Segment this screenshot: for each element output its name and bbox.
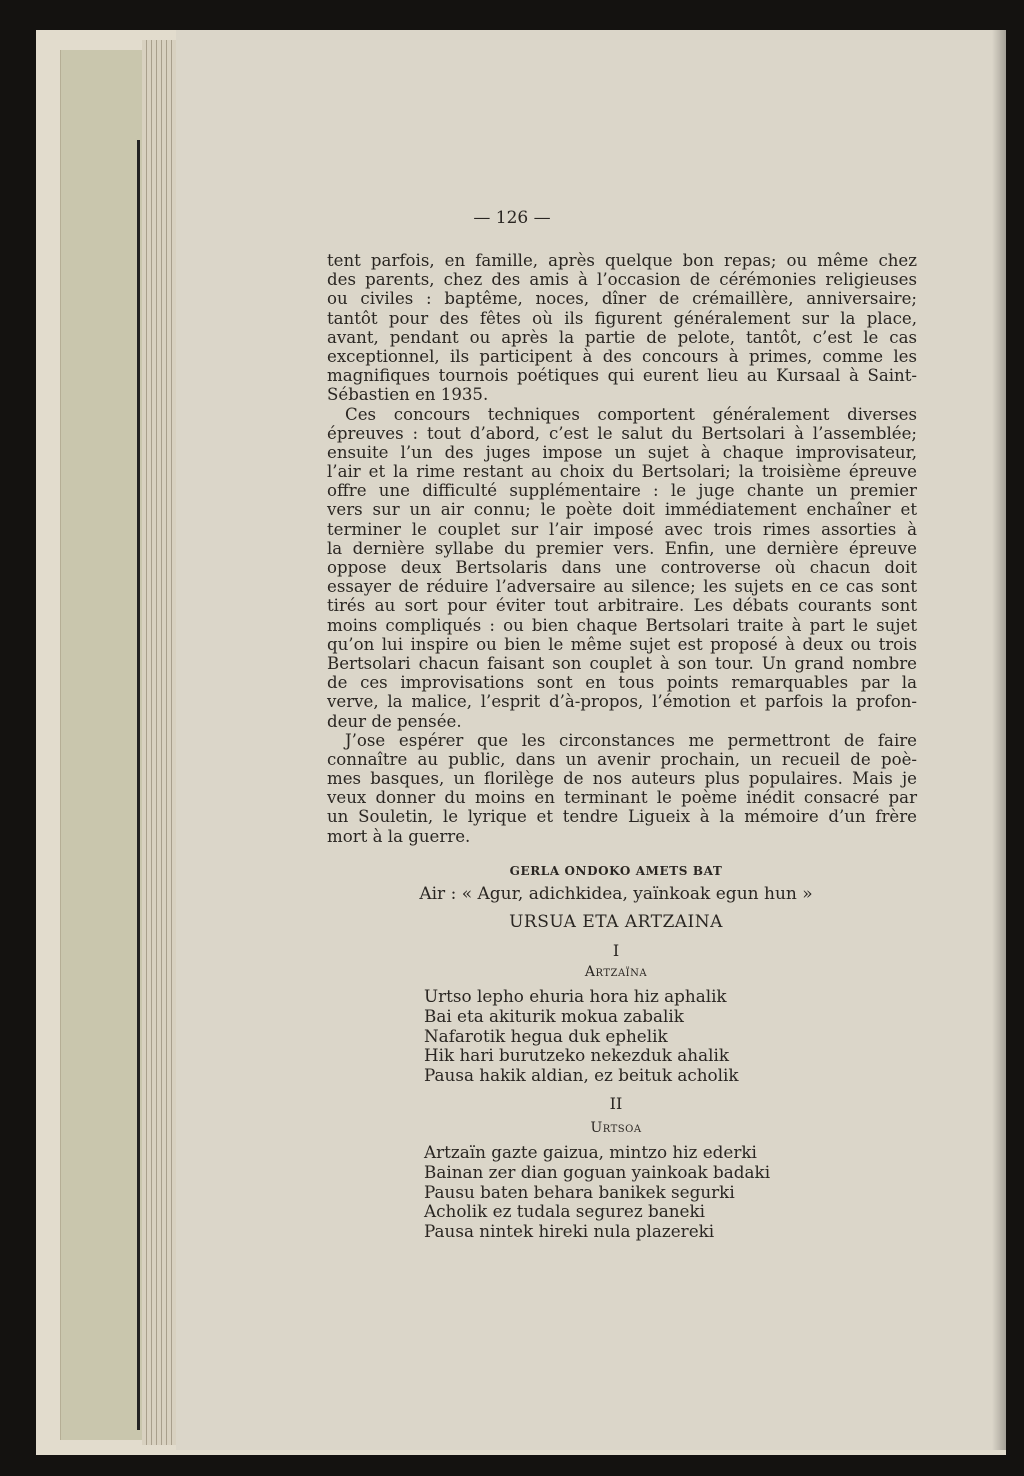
verse-line: Hik hari burutzeko nekezduk ahalik (424, 1045, 729, 1066)
section-speaker: Urtsoa (590, 1120, 642, 1136)
text-line: connaître au public, dans un avenir prochain, un recueil de poè- (327, 749, 917, 769)
text-line: tantôt pour des fêtes où ils figurent généralement sur la place, (327, 308, 917, 328)
text-line: l’air et la rime restant au choix du Bertsolari; la troisième épreuve (327, 462, 917, 482)
text-line: Sébastien en 1935. (327, 385, 489, 405)
text-line: vers sur un air connu; le poète doit immédiatement enchaîner et (327, 500, 917, 520)
section-numeral: I (612, 941, 620, 960)
text-line: deur de pensée. (327, 711, 462, 731)
stanza (424, 987, 739, 1086)
verse-line: Pausa nintek hireki nula plazereki (424, 1221, 715, 1242)
text-line: offre une difficulté supplémentaire : le juge chante un premier (327, 481, 917, 501)
text-line: terminer le couplet sur l’air imposé avec trois rimes assorties à (327, 519, 917, 539)
verse-line: Bai eta akiturik mokua zabalik (424, 1005, 684, 1026)
text-line: épreuves : tout d’abord, c’est le salut du Bertsolari à l’assemblée; (327, 423, 917, 443)
verse-line: Pausu baten behara banikek segurki (424, 1181, 735, 1202)
verse-line: Bainan zer dian goguan yainkoak badaki (424, 1161, 771, 1182)
flyleaf (60, 50, 143, 1440)
text-line: J’ose espérer que les circonstances me permettront de faire (345, 730, 917, 750)
text-line: verve, la malice, l’esprit d’à-propos, l’émotion et parfois la profon- (327, 692, 917, 712)
page-number: — 126 — (473, 208, 551, 228)
verse-line: Artzaïn gazte gaizua, mintzo hiz ederki (424, 1142, 757, 1162)
text-line: ensuite l’un des juges impose un sujet à chaque improvisateur, (327, 442, 917, 462)
text-line: ou civiles : baptême, noces, dîner de crémaillère, anniversaire; (327, 289, 917, 309)
text-line: un Souletin, le lyrique et tendre Ligueix à la mémoire d’un frère (327, 807, 917, 827)
text-line: exceptionnel, ils participent à des concours à primes, comme les (327, 346, 917, 366)
text-line: qu’on lui inspire ou bien le même sujet est proposé à deux ou trois (327, 634, 917, 654)
spine-shadow (137, 140, 140, 1430)
text-line: avant, pendant ou après la partie de pelote, tantôt, c’est le cas (327, 327, 917, 347)
text-line: de ces improvisations sont en tous points remarquables par la (327, 673, 917, 693)
text-line: oppose deux Bertsolaris dans une controverse où chacun doit (327, 558, 917, 577)
text-line: tent parfois, en famille, après quelque bon repas; ou même chez (327, 251, 917, 270)
page-shadow (992, 30, 1006, 1450)
text-line: veux donner du moins en terminant le poème inédit consacré par (327, 788, 917, 808)
text-line: magnifiques tournois poétiques qui eurent lieu au Kursaal à Saint- (327, 366, 917, 386)
verse-line: Nafarotik hegua duk ephelik (424, 1025, 668, 1046)
text-line: des parents, chez des amis à l’occasion de cérémonies religieuses (327, 270, 917, 290)
text-line: tirés au sort pour éviter tout arbitraire. Les débats courants sont (327, 596, 917, 616)
text-line: moins compliqués : ou bien chaque Bertsolari traite à part le sujet (327, 615, 917, 635)
text-line: la dernière syllabe du premier vers. Enfin, une dernière épreuve (327, 538, 917, 558)
poem-title: URSUA ETA ARTZAINA (509, 912, 723, 932)
text-line: mort à la guerre. (327, 826, 471, 846)
verse-line: Acholik ez tudala segurez baneki (424, 1201, 706, 1222)
text-line: essayer de réduire l’adversaire au silence; les sujets en ce cas sont (327, 577, 917, 597)
verse-line: Urtso lepho ehuria hora hiz aphalik (424, 986, 727, 1006)
text-line: Bertsolari chacun faisant son couplet à son tour. Un grand nombre (327, 653, 917, 673)
text-line: mes basques, un florilège de nos auteurs plus populaires. Mais je (327, 769, 917, 789)
page-edges (142, 40, 176, 1445)
body-text (327, 251, 917, 846)
verse-line: Pausa hakik aldian, ez beituk acholik (424, 1065, 739, 1086)
section-speaker: Artzaïna (584, 964, 648, 980)
poem-subtitle: GERLA ONDOKO AMETS BAT (509, 864, 723, 878)
text-line: Ces concours techniques comportent généralement diverses (345, 404, 917, 424)
section-numeral: II (609, 1094, 623, 1113)
stanza (424, 1143, 770, 1242)
poem-air: Air : « Agur, adichkidea, yaïnkoak egun hun » (419, 884, 813, 904)
